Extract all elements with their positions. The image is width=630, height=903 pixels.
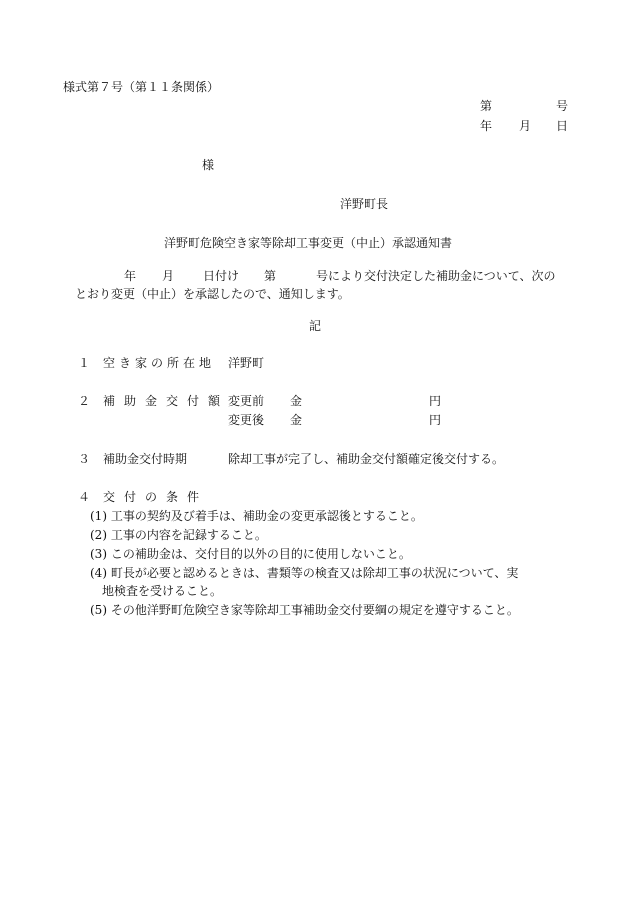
body-dai: 第 <box>264 269 277 283</box>
condition-3: (3) この補助金は、交付目的以外の目的に使用しないこと。 <box>90 547 411 561</box>
condition-4: (4) 町長が必要と認めるときは、書類等の検査又は除却工事の状況について、実 <box>90 566 519 580</box>
item3-value: 除却工事が完了し、補助金交付額確定後交付する。 <box>228 452 505 466</box>
doc-number-go: 号 <box>556 99 569 113</box>
condition-4-continued: 地検査を受けること。 <box>102 584 223 598</box>
item2-before-kin: 金 <box>290 394 303 408</box>
body-dated: 日付け <box>203 269 240 283</box>
item1-label: 空き家の所在地 <box>103 356 216 370</box>
item3-number: ３ <box>78 452 91 466</box>
item2-number: ２ <box>78 394 91 408</box>
item2-before-label: 変更前 <box>228 394 265 408</box>
item2-after-yen: 円 <box>429 413 442 427</box>
doc-number-dai: 第 <box>480 99 493 113</box>
body-line2: とおり変更（中止）を承認したので、通知します。 <box>75 287 350 301</box>
condition-1: (1) 工事の契約及び着手は、補助金の変更承認後とすること。 <box>90 509 423 523</box>
item2-after-kin: 金 <box>290 413 303 427</box>
body-line1-rest: 号により交付決定した補助金について、次の <box>316 269 556 283</box>
condition-5: (5) その他洋野町危険空き家等除却工事補助金交付要綱の規定を遵守すること。 <box>90 603 519 617</box>
item2-label: 補助金交付額 <box>103 394 230 408</box>
date-year: 年 <box>480 119 493 133</box>
addressee-sama: 様 <box>202 158 215 172</box>
item4-number: ４ <box>78 490 91 504</box>
sender-mayor: 洋野町長 <box>340 197 389 211</box>
body-year: 年 <box>124 269 137 283</box>
item4-label: 交付の条件 <box>103 490 209 504</box>
date-day: 日 <box>556 119 569 133</box>
body-month: 月 <box>162 269 175 283</box>
ki-mark: 記 <box>309 319 322 333</box>
condition-2: (2) 工事の内容を記録すること。 <box>90 528 267 542</box>
item2-before-yen: 円 <box>429 394 442 408</box>
date-month: 月 <box>519 119 532 133</box>
item2-after-label: 変更後 <box>228 413 265 427</box>
item1-value: 洋野町 <box>228 356 265 370</box>
document-title: 洋野町危険空き家等除却工事変更（中止）承認通知書 <box>164 236 453 250</box>
item3-label: 補助金交付時期 <box>103 452 188 466</box>
item1-number: １ <box>78 356 91 370</box>
form-number: 様式第７号（第１１条関係） <box>63 80 220 94</box>
